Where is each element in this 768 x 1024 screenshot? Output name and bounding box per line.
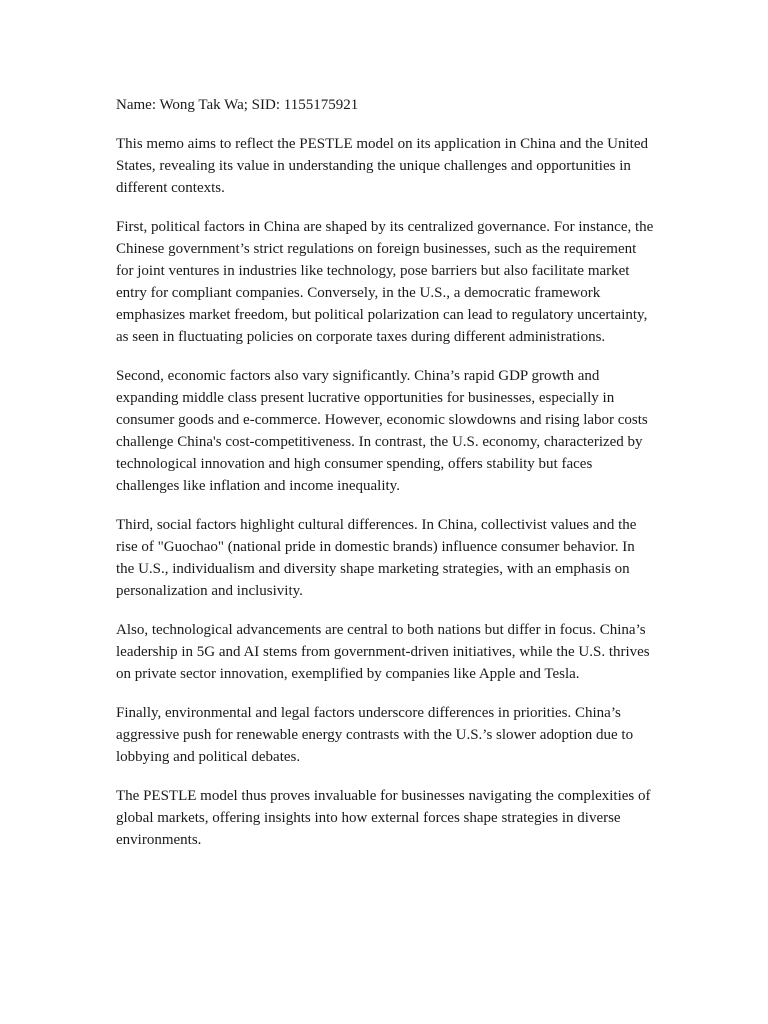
technological-paragraph: Also, technological advancements are central to both nations but differ in focus. China’s leadership in 5G and AI stems from government-driven initiatives, while the U.S. thrives on private sector innovation, exemplified by companies like Apple and Tesla. xyxy=(116,622,650,682)
environmental-legal-paragraph: Finally, environmental and legal factors underscore differences in priorities. China’s aggressive push for renewable energy contrasts with the U.S.’s slower adoption due to lobbying and political debates. xyxy=(116,705,634,765)
author-line: Name: Wong Tak Wa; SID: 1155175921 xyxy=(116,97,359,113)
intro-paragraph: This memo aims to reflect the PESTLE model on its application in China and the United States, revealing its value in understanding the unique challenges and opportunities in different contexts. xyxy=(116,136,648,197)
economic-paragraph: Second, economic factors also vary significantly. China’s rapid GDP growth and expanding middle class present lucrative opportunities for businesses, especially in consumer goods and e-commerce. However, economic slowdowns and rising labor costs challenge China's cost-competitiveness. In contrast, the U.S. economy, characterized by technological innovation and high consumer spending, offers stability but faces challenges like inflation and income inequality. xyxy=(116,368,648,494)
memo-body xyxy=(116,95,656,869)
conclusion-paragraph: The PESTLE model thus proves invaluable for businesses navigating the complexities of global markets, offering insights into how external forces shape strategies in diverse environments. xyxy=(116,788,651,849)
social-paragraph: Third, social factors highlight cultural differences. In China, collectivist values and the rise of "Guochao" (national pride in domestic brands) influence consumer behavior. In the U.S., individualism and diversity shape marketing strategies, with an emphasis on personalization and inclusivity. xyxy=(116,517,637,599)
political-paragraph: First, political factors in China are shaped by its centralized governance. For instance, the Chinese government’s strict regulations on foreign businesses, such as the requirement for joint ventures in industries like technology, pose barriers but also facilitate market entry for compliant companies. Conversely, in the U.S., a democratic framework emphasizes market freedom, but political polarization can lead to regulatory uncertainty, as seen in fluctuating policies on corporate taxes during different administrations. xyxy=(116,219,654,345)
